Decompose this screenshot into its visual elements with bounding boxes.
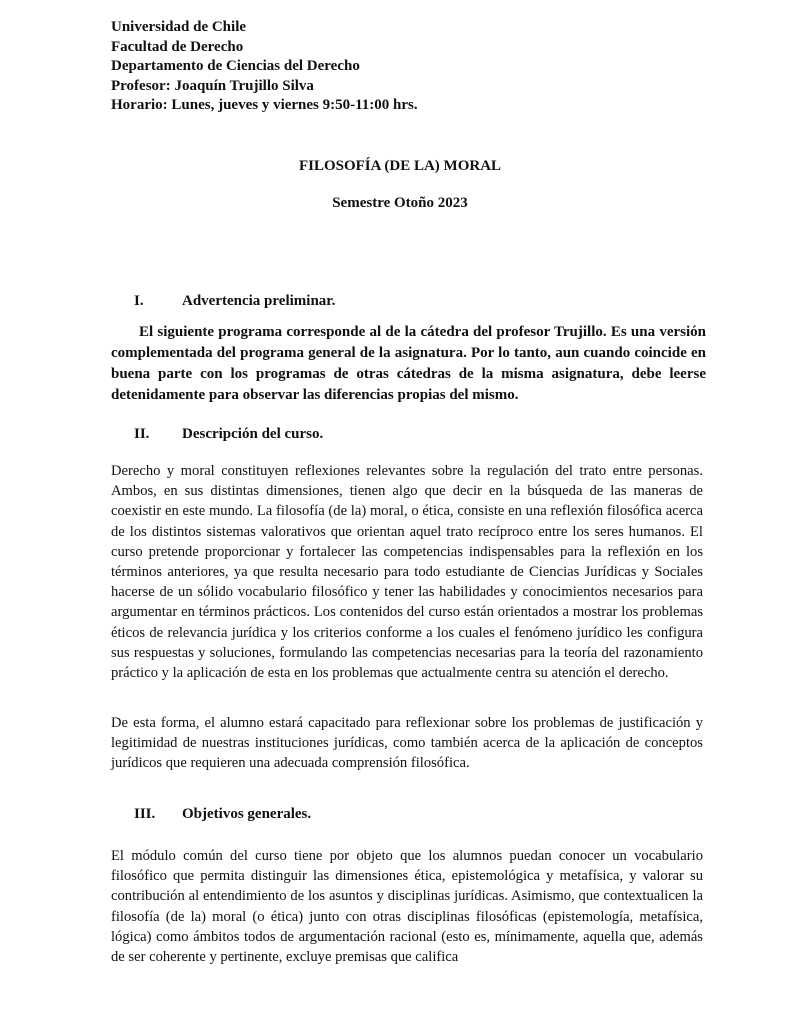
- department-name: Departamento de Ciencias del Derecho: [111, 58, 360, 75]
- course-semester: Semestre Otoño 2023: [332, 195, 468, 211]
- section-heading-1: [134, 293, 335, 310]
- class-schedule: Horario: Lunes, jueves y viernes 9:50-11:00 hrs.: [111, 97, 418, 114]
- preliminary-warning-paragraph: El siguiente programa corresponde al de la cátedra del profesor Trujillo. Es una versión complementada del programa general de la asignatura. Por lo tanto, aun cuando coincide en buena parte con los programas de otras cátedras de la misma asignatura, debe leerse detenidamente para observar las diferencias propias del mismo.: [111, 324, 706, 403]
- general-objectives-paragraph: El módulo común del curso tiene por objeto que los alumnos puedan conocer un vocabulario filosófico que permita distinguir las dimensiones ética, epistemológica y metafísica, y valorar su contribución al entendimiento de los asuntos y disciplinas jurídicas. Asimismo, que contextualicen la filosofía (de la) moral (o ética) junto con otras disciplinas filosóficas (epistemología, metafísica, lógica) como ámbitos todos de argumentación racional (esto es, mínimamente, aquella que, además de ser coherente y pertinente, excluye premisas que califica: [111, 848, 703, 966]
- faculty-name: Facultad de Derecho: [111, 38, 244, 55]
- course-title: FILOSOFÍA (DE LA) MORAL: [298, 158, 502, 174]
- section-title: Advertencia preliminar.: [182, 293, 336, 309]
- section-number: I.: [134, 293, 144, 309]
- course-description-paragraph: Derecho y moral constituyen reflexiones relevantes sobre la regulación del trato entre personas. Ambos, en sus distintas dimensiones, tienen algo que decir en la búsqueda de las maneras de coexistir en este mundo. La filosofía (de la) moral, o ética, consiste en una reflexión filosófica acerca de los distintos sistemas valorativos que orientan aquel trato recíproco entre los seres humanos. El curso pretende proporcionar y fortalecer las competencias indispensables para la reflexión en los términos anteriores, ya que resulta necesario para todo estudiante de Ciencias Jurídicas y Sociales hacerse de un sólido vocabulario filosófico y tener las habilidades y conocimientos necesarios para argumentar en términos prácticos. Los contenidos del curso están orientados a mostrar los problemas éticos de relevancia jurídica y los criterios conforme a los cuales el fenómeno jurídico les configura sus respuestas y soluciones, formulando las competencias necesarias para la teoría del razonamiento práctico y la aplicación de esta en los problemas que actualmente centra su atención el derecho.: [111, 463, 703, 682]
- section-heading-3: [134, 806, 311, 823]
- professor-name: Profesor: Joaquín Trujillo Silva: [111, 77, 314, 94]
- document-header: [111, 18, 418, 116]
- section-title: Descripción del curso.: [182, 426, 324, 442]
- section-heading-2: [134, 426, 323, 443]
- university-name: Universidad de Chile: [111, 19, 247, 35]
- course-description-paragraph-2: De esta forma, el alumno estará capacitado para reflexionar sobre los problemas de justificación y legitimidad de nuestras instituciones jurídicas, como también acerca de la aplicación de conceptos jurídicos que requieren una adecuada comprensión filosófica.: [111, 715, 703, 772]
- section-number: II.: [134, 426, 150, 442]
- section-title: Objetivos generales.: [182, 806, 312, 822]
- section-number: III.: [134, 806, 156, 822]
